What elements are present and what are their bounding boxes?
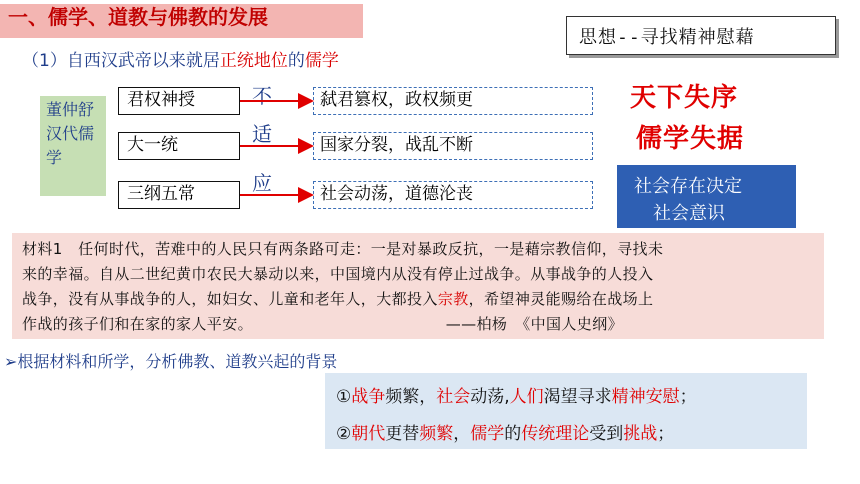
- material-line-4: 作战的孩子们和在家的家人平安。 ——柏杨 《中国人史纲》: [22, 315, 624, 333]
- vertical-char-fit: 适: [252, 122, 272, 146]
- slogan-world-disorder: 天下失序: [630, 83, 739, 113]
- result-box-division: 国家分裂，战乱不断: [313, 132, 593, 160]
- concept-box-divine-right: 君权神授: [118, 87, 240, 115]
- page-title: 一、儒学、道教与佛教的发展: [8, 5, 268, 29]
- arrows-graphic: [238, 85, 318, 210]
- material-line-3: [22, 288, 653, 309]
- answer2-t1: ②: [336, 424, 352, 444]
- material-line-2: 来的幸福。自从二世纪黄巾农民大暴动以来，中国境内从没有停止过战争。从事战争的人投入: [22, 265, 654, 283]
- dong-zhongshu-label: 董仲舒汉代儒学: [46, 100, 95, 167]
- answer2-t8: 传统理论: [521, 424, 590, 444]
- question-prompt: ➢根据材料和所学，分析佛教、道教兴起的背景: [4, 352, 338, 371]
- concept-box-three-bonds: 三纲五常: [118, 181, 240, 209]
- answer1-t4: 社会: [436, 387, 471, 407]
- answer1-t7: 渴望寻求: [543, 387, 612, 407]
- thought-box-text: 思想--寻找精神慰藉: [579, 27, 755, 48]
- answer1-t1: ①: [336, 387, 352, 407]
- answer1-t8: 精神安慰: [611, 387, 680, 407]
- answer1-t9: ；: [679, 387, 697, 407]
- answer2-t11: ；: [657, 424, 675, 444]
- answer2-t10: 挑战: [623, 424, 658, 444]
- subheading: [22, 46, 339, 71]
- social-existence-line2: 社会意识: [653, 203, 725, 224]
- answer2-t9: 受到: [589, 424, 624, 444]
- result-box-regicide: 弑君篡权，政权频更: [313, 87, 593, 115]
- answer2-t4: 频繁: [419, 424, 454, 444]
- answer1-t3: 频繁，: [385, 387, 437, 407]
- social-existence-line1: 社会存在决定: [634, 176, 742, 197]
- answer2-t5: ，: [453, 424, 471, 444]
- subheading-prefix: （1）自西汉武帝以来就居: [22, 51, 220, 71]
- result-box-turmoil: 社会动荡，道德沦丧: [313, 181, 593, 209]
- vertical-char-not: 不: [252, 84, 272, 108]
- material-highlight-religion: 宗教: [437, 290, 469, 308]
- answer-line-2: [336, 419, 674, 444]
- material-line-3-prefix: 战争，没有从事战争的人，如妇女、儿童和老年人，大都投入: [22, 290, 438, 308]
- concept-box-unification: 大一统: [118, 132, 240, 160]
- subheading-middle: 的: [287, 51, 305, 71]
- answer1-t6: 人们: [509, 387, 544, 407]
- answer2-t3: 更替: [385, 424, 420, 444]
- answer-line-1: [336, 382, 697, 407]
- answer2-t6: 儒学: [470, 424, 505, 444]
- answer1-t5: 动荡,: [470, 387, 510, 407]
- slogan-confucianism-lost: 儒学失据: [636, 124, 745, 154]
- answer2-t7: 的: [504, 424, 522, 444]
- vertical-char-adapt: 应: [252, 171, 272, 195]
- material-line-3-suffix: ，希望神灵能赐给在战场上: [468, 290, 654, 308]
- answer1-t2: 战争: [351, 387, 386, 407]
- subheading-highlight-confucianism: 儒学: [304, 51, 339, 71]
- answer2-t2: 朝代: [351, 424, 386, 444]
- material-line-1: 材料1 任何时代，苦难中的人民只有两条路可走：一是对暴政反抗，一是藉宗教信仰，寻找未: [22, 240, 664, 258]
- subheading-highlight-orthodox: 正统地位: [219, 51, 288, 71]
